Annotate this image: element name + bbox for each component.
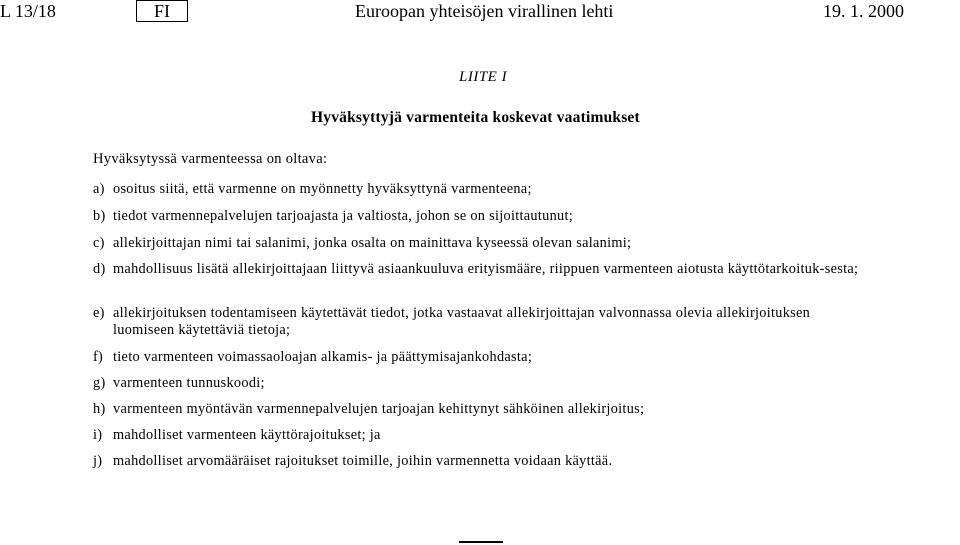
language-badge: FI bbox=[136, 0, 188, 22]
issue-date: 19. 1. 2000 bbox=[823, 1, 904, 21]
item-marker: h) bbox=[93, 401, 106, 417]
page-number: L 13/18 bbox=[0, 1, 56, 21]
list-item bbox=[93, 235, 869, 252]
intro-text: Hyväksytyssä varmenteessa on oltava: bbox=[93, 151, 328, 167]
item-marker: d) bbox=[93, 261, 106, 277]
list-item bbox=[93, 401, 869, 418]
item-text: varmenteen tunnuskoodi; bbox=[113, 375, 265, 391]
list-item bbox=[93, 181, 869, 198]
journal-title: Euroopan yhteisöjen virallinen lehti bbox=[355, 1, 614, 21]
list-item bbox=[93, 261, 869, 278]
item-marker: j) bbox=[93, 453, 103, 469]
item-marker: a) bbox=[93, 181, 105, 197]
item-text: mahdolliset varmenteen käyttörajoitukset; ja bbox=[113, 427, 381, 443]
item-marker: f) bbox=[93, 349, 104, 365]
list-item bbox=[93, 453, 869, 470]
list-item bbox=[93, 427, 869, 444]
list-item bbox=[93, 305, 869, 339]
item-text: tieto varmenteen voimassaoloajan alkamis- ja päättymisajankohdasta; bbox=[113, 349, 533, 365]
list-item bbox=[93, 208, 869, 225]
end-rule bbox=[459, 541, 503, 543]
item-text: tiedot varmennepalvelujen tarjoajasta ja valtiosta, johon se on sijoittautunut; bbox=[113, 208, 574, 224]
item-text: mahdollisuus lisätä allekirjoittajaan liittyvä asiaankuuluva erityismääre, riippuen varmenteen aiotusta käyttötarkoituk-sesta; bbox=[113, 261, 859, 277]
item-marker: b) bbox=[93, 208, 106, 224]
item-text: allekirjoittajan nimi tai salanimi, jonka osalta on mainittava kyseessä olevan salanimi; bbox=[113, 235, 632, 251]
item-text: varmenteen myöntävän varmennepalvelujen tarjoajan kehittynyt sähköinen allekirjoitus; bbox=[113, 401, 645, 417]
list-item bbox=[93, 349, 869, 366]
list-item bbox=[93, 375, 869, 392]
item-text: allekirjoituksen todentamiseen käytettävät tiedot, jotka vastaavat allekirjoittajan valvonnassa olevia allekirjoituksen luomiseen käytettäviä tietoja; bbox=[113, 305, 811, 338]
item-text: osoitus siitä, että varmenne on myönnetty hyväksyttynä varmenteena; bbox=[113, 181, 532, 197]
item-marker: g) bbox=[93, 375, 106, 391]
item-text: mahdolliset arvomääräiset rajoitukset toimille, joihin varmennetta voidaan käyttää. bbox=[113, 453, 613, 469]
item-marker: c) bbox=[93, 235, 105, 251]
item-marker: e) bbox=[93, 305, 105, 321]
page-header bbox=[0, 0, 960, 26]
annex-label: LIITE I bbox=[459, 69, 508, 85]
section-heading: Hyväksyttyjä varmenteita koskevat vaatimukset bbox=[311, 109, 640, 126]
item-marker: i) bbox=[93, 427, 103, 443]
